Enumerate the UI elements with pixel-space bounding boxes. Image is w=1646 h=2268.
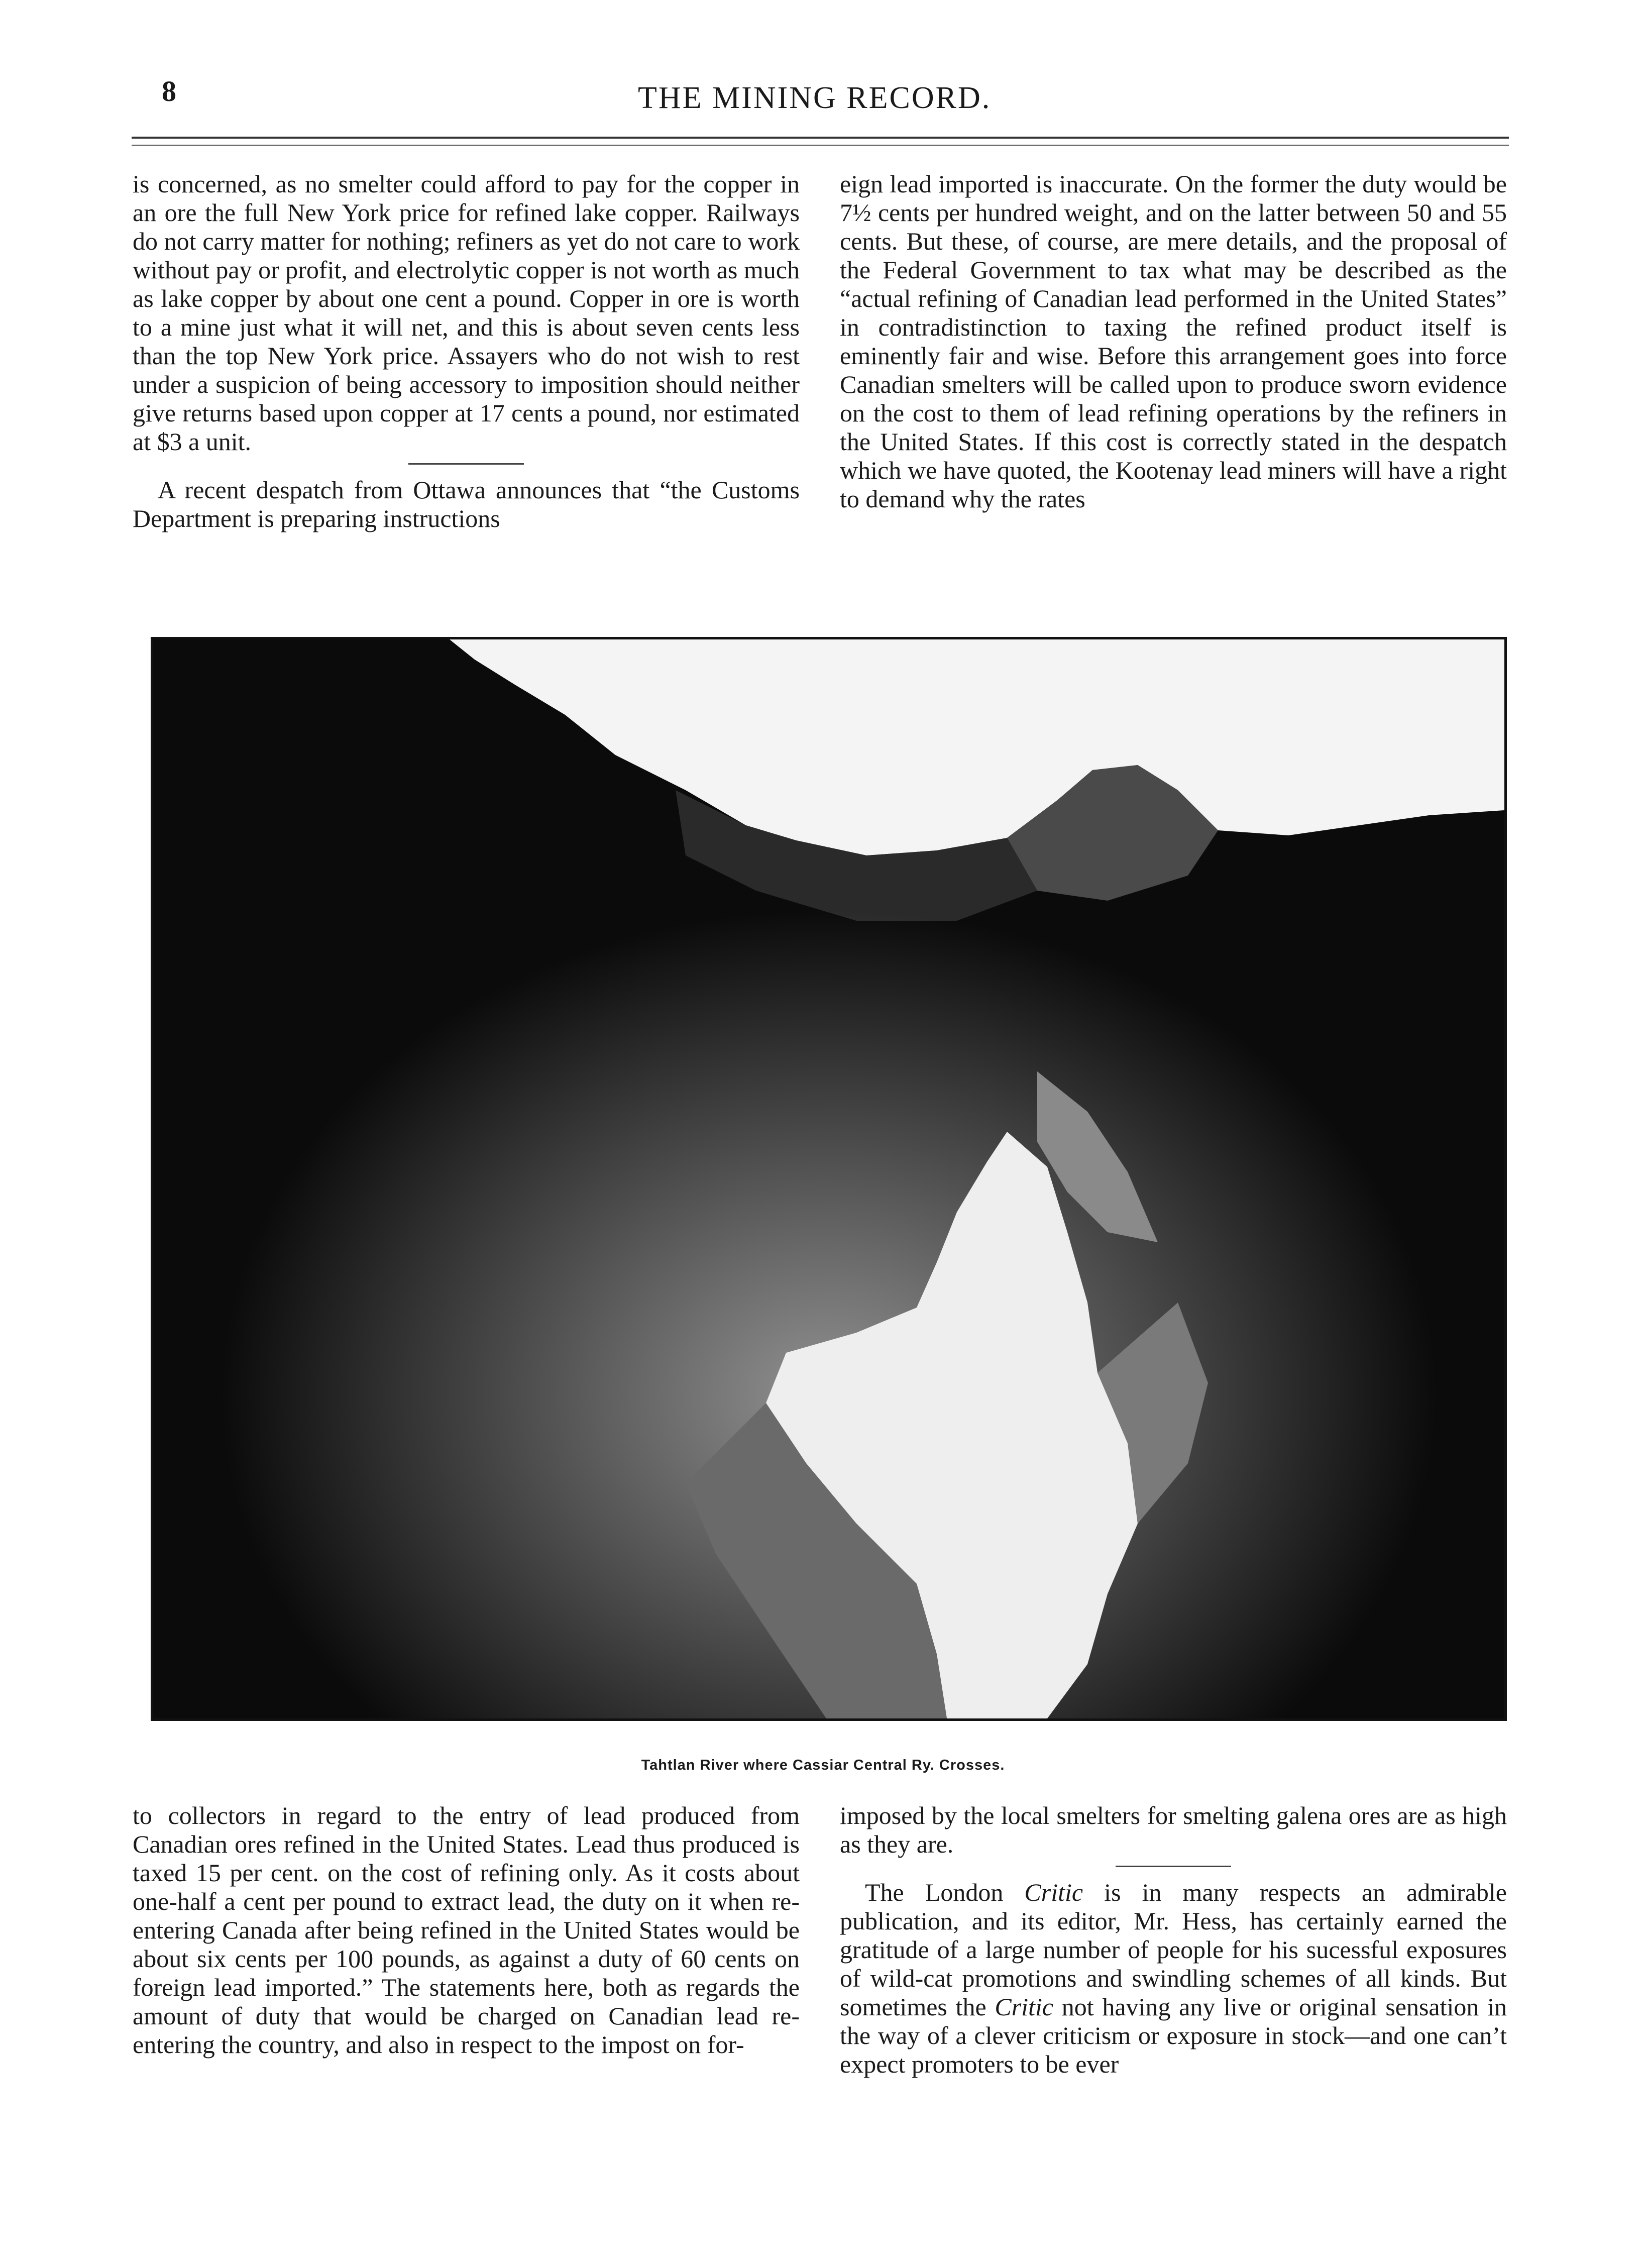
- photo-caption: Tahtlan River where Cassiar Central Ry. Crosses.: [641, 1757, 1005, 1773]
- paragraph-text: is in many respects an admirable publication, and its editor, Mr. Hess, has certainly earned the gratitude of a large number of people for his sucessful exposures of wild-cat promotions and swindling schemes of all kinds. But sometimes the: [840, 1878, 1507, 2021]
- paragraph-text: The London: [865, 1878, 1025, 1906]
- paragraph: eign lead imported is inaccurate. On the former the duty would be 7½ cents per hundred weight, and on the latter between 50 and 55 cents. But these, of course, are mere details, and the proposal of the Federal Government to tax what may be described as the “actual refining of Canadian lead performed in the United States” in contradistinction to taxing the refined product itself is eminently fair and wise. Before this arrangement goes into force Canadian smelters will be called upon to produce sworn evidence on the cost to them of lead refining operations by the refiners in the United States. If this cost is correctly stated in the despatch which we have quoted, the Kootenay lead miners will have a right to demand why the rates: [840, 170, 1507, 513]
- river-photograph: [151, 637, 1507, 1721]
- publication-title: Critic: [1024, 1878, 1083, 1906]
- publication-title: Critic: [995, 1993, 1054, 2021]
- section-divider: [408, 463, 524, 465]
- header-rule: [132, 137, 1509, 146]
- running-head-title: THE MINING RECORD.: [638, 81, 992, 115]
- column-top-right: [840, 170, 1507, 513]
- paragraph: is concerned, as no smelter could afford to pay for the copper in an ore the full New York price for refined lake copper. Railways do not carry matter for nothing; refiners as yet do not care to work without pay or profit, and electrolytic copper is not worth as much as lake copper by about one cent a pound. Copper in ore is worth to a mine just what it will net, and this is about seven cents less than the top New York price. Assayers who do not wish to rest under a suspicion of being accessory to imposition should neither give returns based upon copper at 17 cents a pound, nor estimated at $3 a unit.: [133, 170, 800, 456]
- paragraph: to collectors in regard to the entry of lead produced from Canadian ores refined in the United States. Lead thus produced is taxed 15 per cent. on the cost of refining only. As it costs about one-half a cent per pound to extract lead, the duty on it when re-entering Canada after being refined in the United States would be about six cents per 100 pounds, as against a duty of 60 cents on foreign lead imported.” The statements here, both as regards the amount of duty that would be charged on Canadian lead re-entering the country, and also in respect to the impost on for-: [133, 1801, 800, 2059]
- paragraph: A recent despatch from Ottawa announces that “the Customs Department is preparing instructions: [133, 476, 800, 532]
- paragraph: [840, 1878, 1507, 2079]
- section-divider: [1116, 1866, 1231, 1867]
- paragraph: imposed by the local smelters for smelting galena ores are as high as they are.: [840, 1801, 1507, 1858]
- paragraph-text: not having any live or original sensation in the way of a clever criticism or exposure in stock—and one can’t expect promoters to be ever: [840, 1993, 1507, 2078]
- column-bottom-left: [133, 1801, 800, 2059]
- column-bottom-right: [840, 1801, 1507, 2079]
- column-top-left: [133, 170, 800, 533]
- page-number: 8: [162, 75, 176, 107]
